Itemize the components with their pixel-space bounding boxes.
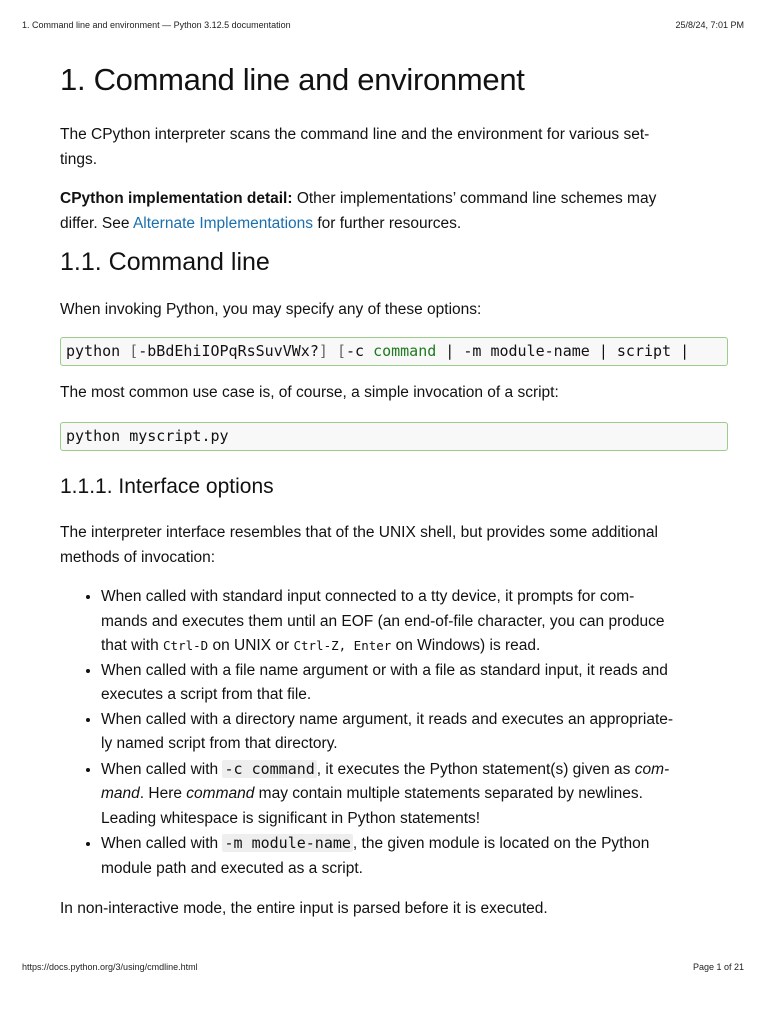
implementation-detail-text-2: differ. See	[60, 214, 133, 232]
bullet-1-line-3b: on UNIX or	[208, 637, 294, 654]
bullet-4-text-c: . Here	[139, 785, 187, 802]
print-footer-page: Page 1 of 21	[692, 962, 744, 972]
section-heading-interface-options: 1.1.1. Interface options	[60, 475, 274, 498]
m-module-name-option-code[interactable]: -m module-name	[224, 834, 351, 852]
bullet-3-line-2: ly named script from that directory.	[101, 735, 338, 752]
bullet-4-text-d: may contain multiple statements separated by newlines.	[254, 785, 643, 802]
code-rest: | -m module-name | script |	[436, 341, 690, 360]
common-use-paragraph: The most common use case is, of course, a simple invocation of a script:	[60, 383, 559, 401]
code-python: python	[66, 341, 130, 360]
document-content	[60, 60, 728, 922]
bullet-4-em-2: mand	[101, 785, 140, 802]
interface-line-2: methods of invocation:	[60, 548, 216, 566]
command-line-synopsis-code	[60, 337, 728, 366]
code-bracket-open-2: [	[336, 341, 346, 360]
ctrl-d-key: Ctrl-D	[163, 638, 209, 653]
bullet-1-line-1: When called with standard input connected to a tty device, it prompts for com-	[101, 588, 635, 605]
c-command-option-code[interactable]: -c command	[224, 759, 315, 778]
bullet-2-line-2: executes a script from that file.	[101, 686, 312, 703]
print-footer	[22, 962, 744, 972]
intro-line-1: The CPython interpreter scans the command line and the environment for various set-	[60, 126, 650, 143]
bullet-4-text-a: When called with	[101, 760, 223, 778]
interface-paragraph	[60, 521, 728, 570]
print-header-datetime: 25/8/24, 7:01 PM	[675, 20, 744, 30]
list-item	[101, 659, 728, 708]
page-title: 1. Command line and environment	[60, 62, 525, 97]
list-item	[101, 708, 728, 757]
print-header	[22, 20, 744, 30]
bullet-1-line-3c: on Windows) is read.	[391, 637, 541, 654]
bullet-4-line-3: Leading whitespace is significant in Python statements!	[101, 809, 481, 827]
bullet-1-line-2: mands and executes them until an EOF (an end-of-file character, you can produce	[101, 612, 665, 630]
implementation-detail-text-3: for further resources.	[313, 214, 462, 232]
code-bracket-open-1: [	[129, 341, 139, 360]
code-command-arg: command	[373, 341, 437, 360]
ctrl-z-enter-key: Ctrl-Z, Enter	[293, 638, 392, 653]
list-item	[101, 585, 728, 659]
bullet-4-text-b: , it executes the Python statement(s) given as	[316, 760, 635, 778]
bullet-5-line-2: module path and executed as a script.	[101, 859, 363, 877]
implementation-detail	[60, 187, 728, 236]
implementation-detail-text-1: Other implementations’ command line schemes may	[292, 190, 657, 207]
print-footer-url: https://docs.python.org/3/using/cmdline.html	[22, 962, 198, 972]
myscript-code: python myscript.py	[60, 422, 728, 451]
section-heading-command-line: 1.1. Command line	[60, 248, 270, 276]
bullet-3-line-1: When called with a directory name argument, it reads and executes an appropriate-	[101, 710, 674, 728]
non-interactive-paragraph: In non-interactive mode, the entire input is parsed before it is executed.	[60, 900, 548, 917]
bullet-5-text-b: , the given module is located on the Python	[352, 835, 650, 852]
list-item	[101, 831, 728, 881]
alternate-implementations-link[interactable]: Alternate Implementations	[132, 214, 314, 232]
bullet-2-line-1: When called with a file name argument or with a file as standard input, it reads and	[101, 661, 668, 679]
code-c-flag: -c	[345, 341, 374, 360]
code-flags: -bBdEhiIOPqRsSuvVWx?	[138, 341, 319, 360]
implementation-detail-label: CPython implementation detail:	[60, 190, 293, 207]
intro-paragraph	[60, 123, 728, 172]
bullet-1-line-3a: that with	[101, 637, 164, 654]
code-bracket-close-1: ]	[318, 341, 328, 360]
list-item	[101, 757, 728, 832]
invocation-methods-list	[60, 585, 728, 881]
interface-line-1: The interpreter interface resembles that of the UNIX shell, but provides some additional	[60, 524, 658, 541]
bullet-4-em-3: command	[186, 785, 255, 802]
bullet-5-text-a: When called with	[101, 835, 223, 852]
intro-line-2: tings.	[60, 150, 98, 168]
invoke-paragraph: When invoking Python, you may specify any of these options:	[60, 301, 482, 318]
code-space	[328, 342, 337, 360]
bullet-4-em-1: com-	[634, 760, 670, 778]
print-header-title: 1. Command line and environment — Python 3.12.5 documentation	[22, 20, 291, 30]
